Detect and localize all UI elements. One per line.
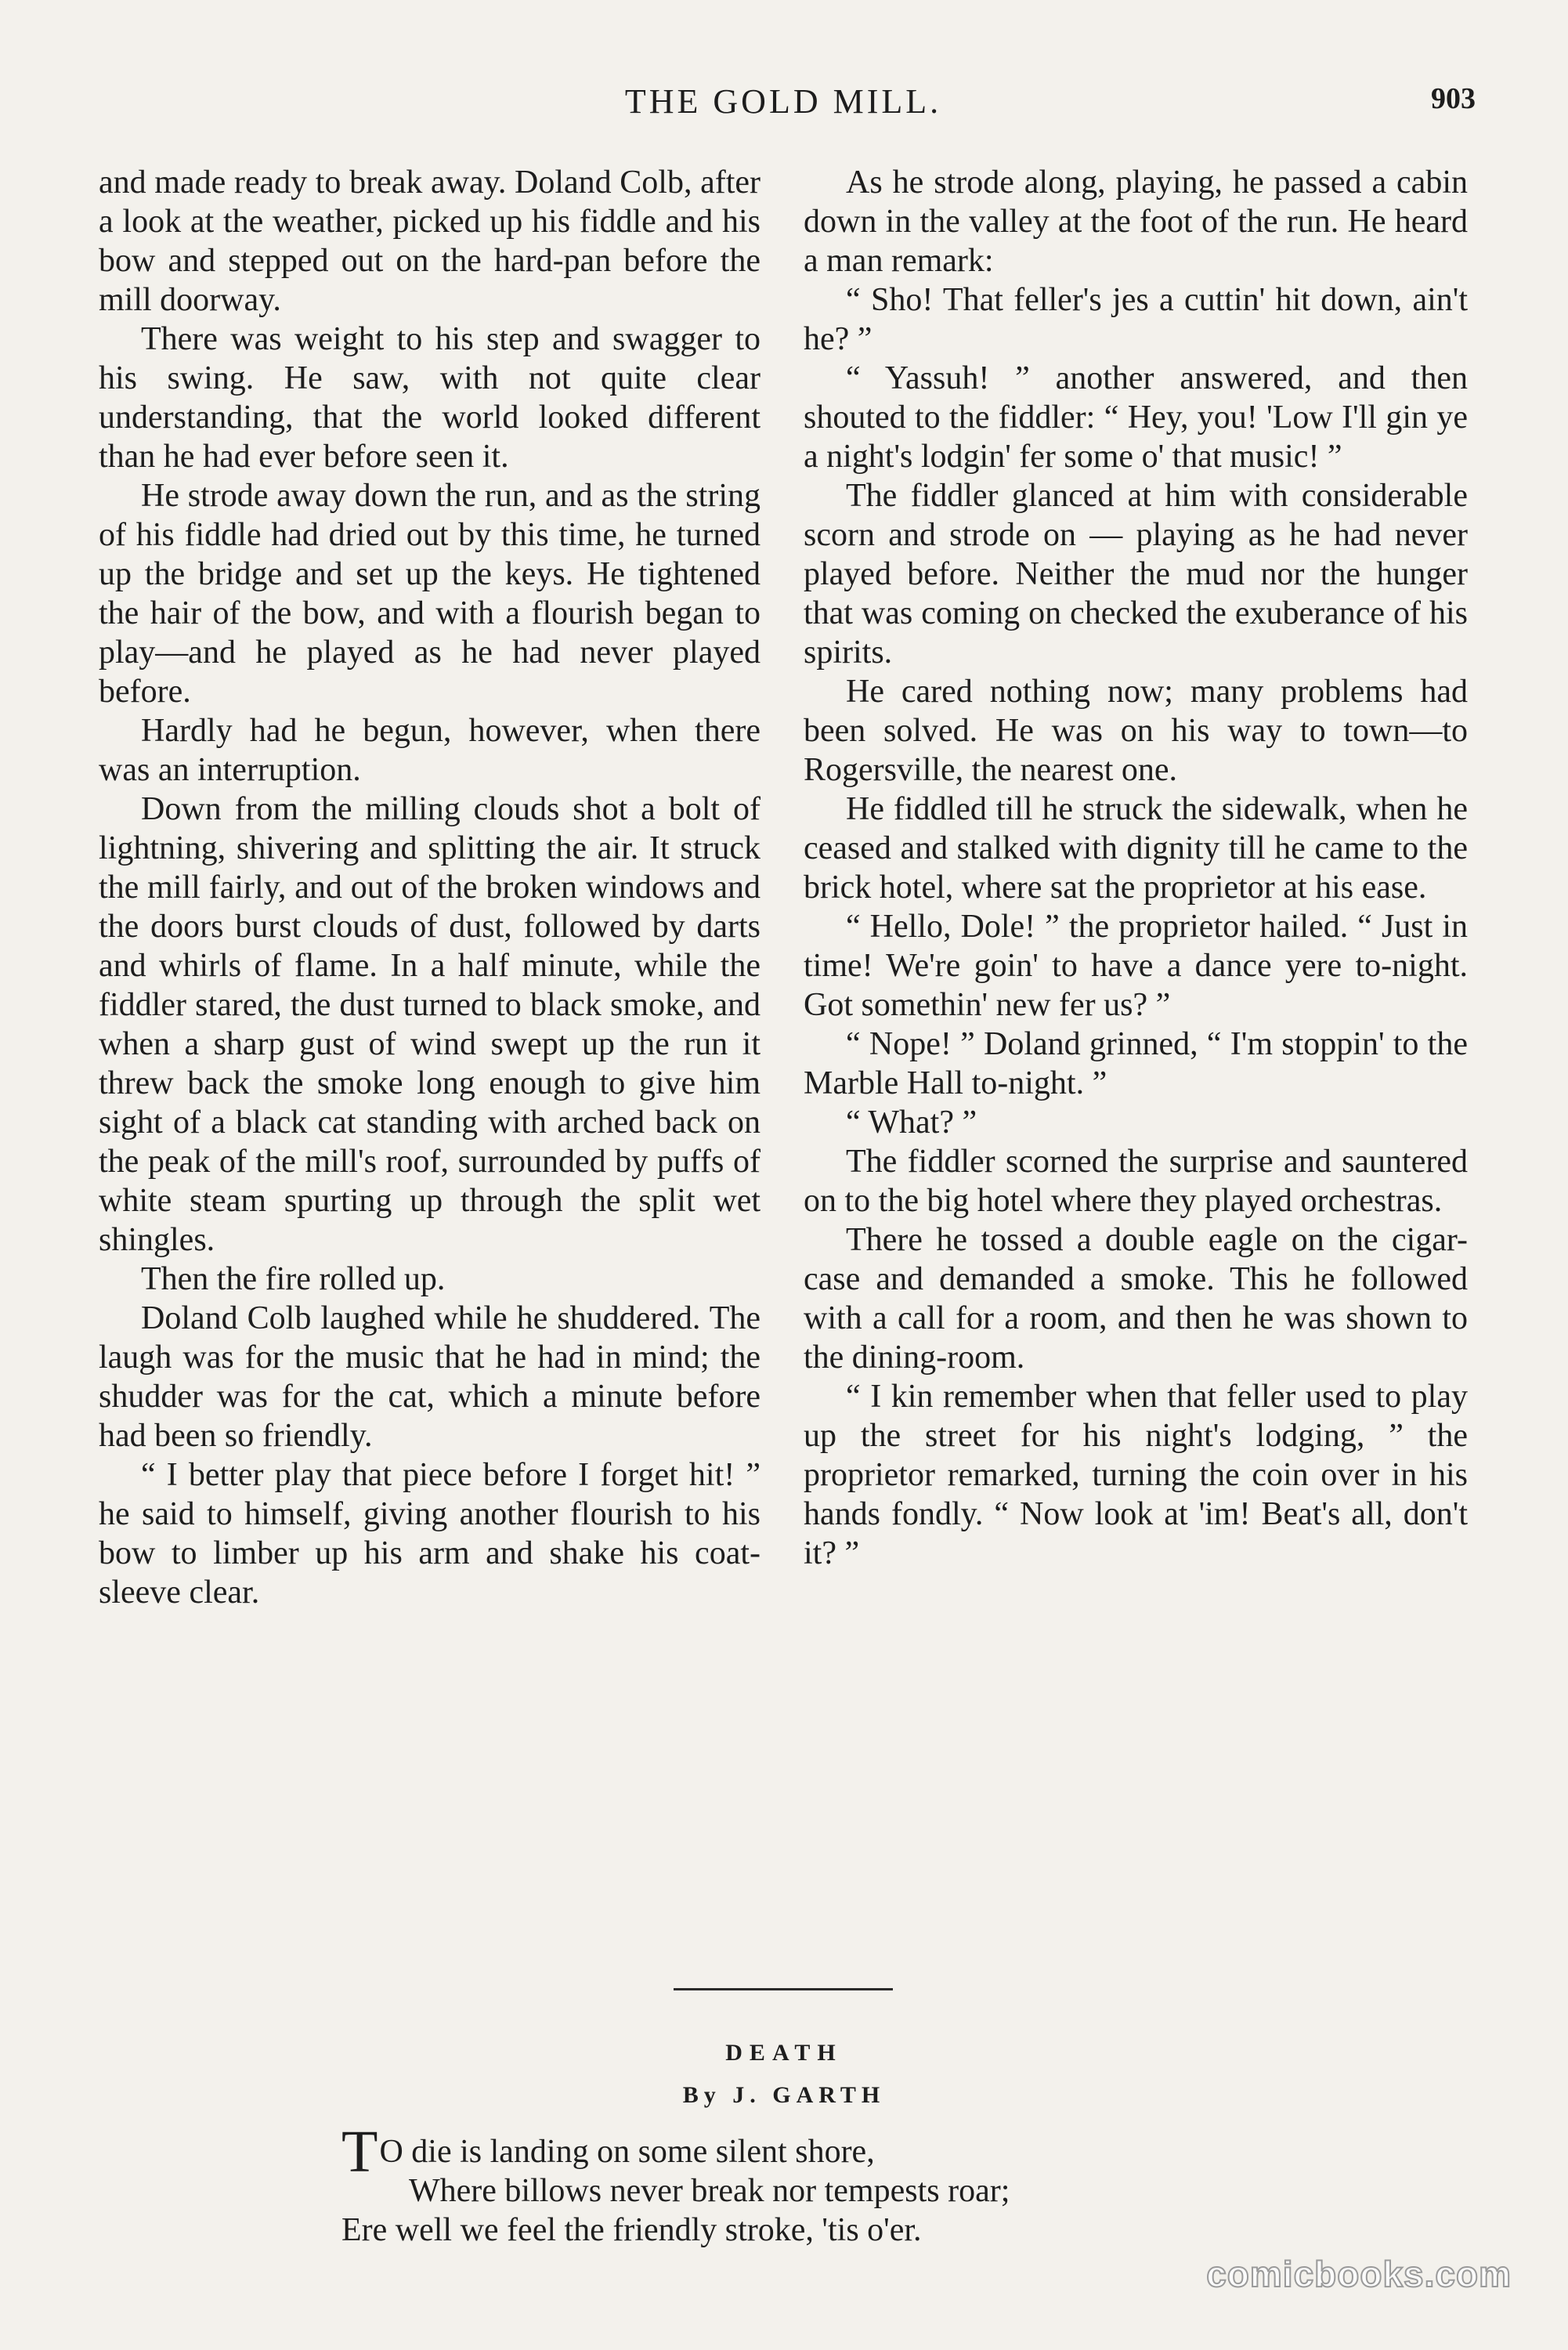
drop-cap: T (341, 2119, 378, 2185)
poem-title: DEATH (725, 2040, 843, 2066)
watermark: comicbooks.com (1206, 2254, 1512, 2294)
running-title: THE GOLD MILL. (624, 82, 942, 121)
paragraph: “ I better play that piece before I forget hit! ” he said to himself, giving another flourish to his bow to limber up his arm and shake his coat-sleeve clear. (99, 1457, 761, 1611)
paragraph: There he tossed a double eagle on the cigar-case and demanded a smoke. This he followed with a call for a room, and then he was shown to the dining-room. (804, 1222, 1468, 1376)
poem-line-1-text: O die is landing on some silent shore, (379, 2134, 875, 2170)
paragraph: “ Yassuh! ” another answered, and then shouted to the fiddler: “ Hey, you! 'Low I'll gin ye a night's lodgin' fer some o' that music! ” (804, 360, 1468, 475)
paragraph: He cared nothing now; many problems had been solved. He was on his way to town—to Rogersville, the nearest one. (804, 674, 1468, 788)
paragraph: As he strode along, playing, he passed a cabin down in the valley at the foot of the run. He heard a man remark: (804, 164, 1468, 279)
poem-line-2: Where billows never break nor tempests roar; (409, 2173, 1010, 2209)
running-head (0, 81, 1568, 128)
paragraph: Then the fire rolled up. (141, 1261, 446, 1297)
right-column (804, 163, 1468, 1573)
paragraph: “ Sho! That feller's jes a cuttin' hit down, ain't he? ” (804, 282, 1468, 357)
poem-line-1 (341, 2119, 875, 2185)
paragraph: “ I kin remember when that feller used to play up the street for his night's lodging, ” the proprietor remarked, turning the coin over in his hands fondly. “ Now look at 'im! Beat's all, don't it? ” (804, 1379, 1468, 1571)
paragraph: Doland Colb laughed while he shuddered. The laugh was for the music that he had in mind; the shudder was for the cat, which a minute before had been so friendly. (99, 1300, 761, 1454)
paragraph: “ Nope! ” Doland grinned, “ I'm stoppin' to the Marble Hall to-night. ” (804, 1026, 1468, 1101)
poem-line-3: Ere well we feel the friendly stroke, 'tis o'er. (341, 2212, 922, 2248)
paragraph: Down from the milling clouds shot a bolt of lightning, shivering and splitting the air. It struck the mill fairly, and out of the broken windows and the doors burst clouds of dust, followed by darts and whirls of flame. In a half minute, while the fiddler stared, the dust turned to black smoke, and when a sharp gust of wind swept up the run it threw back the smoke long enough to give him sight of a black cat standing with arched back on the peak of the mill's roof, surrounded by puffs of white steam spurting up through the split wet shingles. (99, 791, 761, 1258)
left-column (99, 163, 761, 1612)
poem-byline: By J. GARTH (682, 2082, 886, 2108)
paragraph: “ Hello, Dole! ” the proprietor hailed. “ Just in time! We're goin' to have a dance yere to-night. Got somethin' new fer us? ” (804, 909, 1468, 1023)
paragraph: The fiddler glanced at him with considerable scorn and strode on — playing as he had never played before. Neither the mud nor the hunger that was coming on checked the exuberance of his spirits. (804, 478, 1468, 671)
paragraph: and made ready to break away. Doland Colb, after a look at the weather, picked up his fiddle and his bow and stepped out on the hard-pan before the mill doorway. (99, 164, 761, 318)
paragraph: He fiddled till he struck the sidewalk, when he ceased and stalked with dignity till he came to the brick hotel, where sat the proprietor at his ease. (804, 791, 1468, 906)
page-number: 903 (1431, 82, 1476, 115)
paragraph: Hardly had he begun, however, when there was an interruption. (99, 713, 761, 788)
paragraph: The fiddler scorned the surprise and sauntered on to the big hotel where they played orchestras. (804, 1144, 1468, 1219)
section-divider (674, 1988, 893, 1990)
paragraph: There was weight to his step and swagger to his swing. He saw, with not quite clear understanding, that the world looked different than he had ever before seen it. (99, 321, 761, 475)
paragraph: He strode away down the run, and as the string of his fiddle had dried out by this time, he turned up the bridge and set up the keys. He tightened the hair of the bow, and with a flourish began to play—and he played as he had never played before. (99, 478, 761, 710)
paragraph: “ What? ” (846, 1104, 977, 1141)
